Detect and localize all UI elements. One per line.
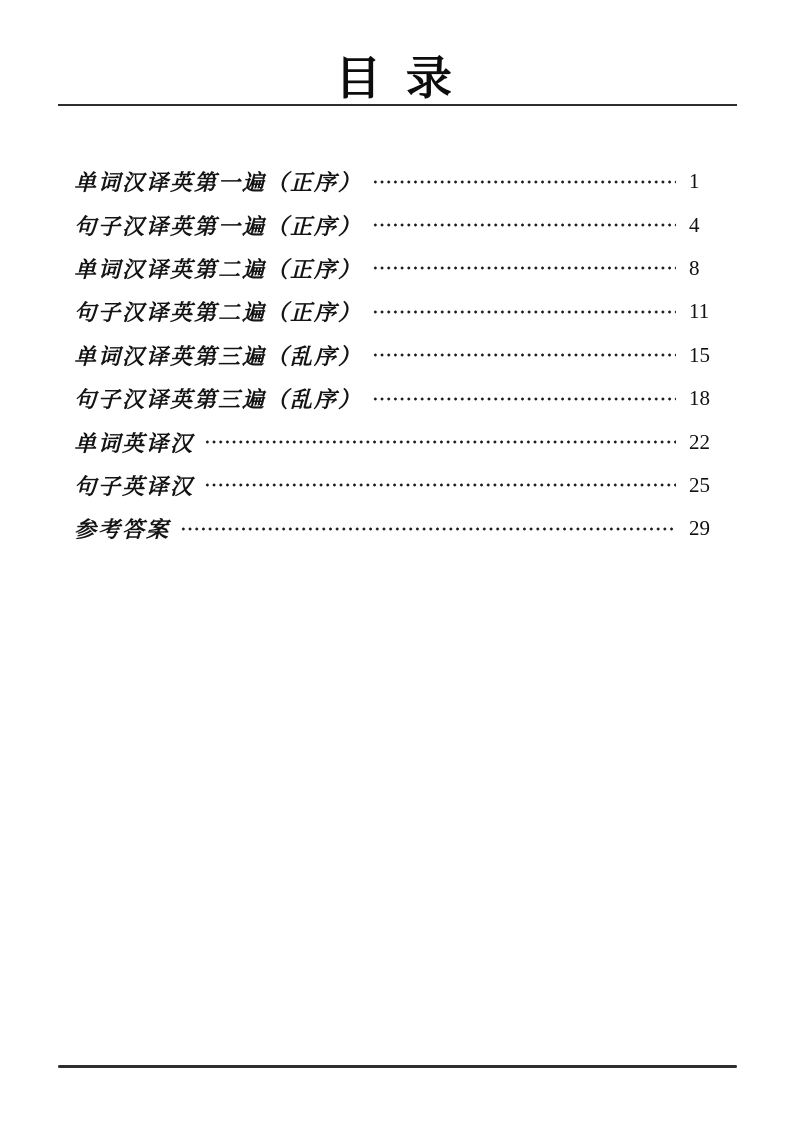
toc-entry-label: 单词汉译英第一遍（正序）: [74, 170, 363, 196]
toc-entry-page-number: 25: [689, 472, 710, 497]
dot-leader: [180, 526, 676, 532]
toc-entry-page-number: 18: [689, 386, 710, 411]
dot-leader: [372, 309, 676, 315]
toc-entry-label: 单词汉译英第三遍（乱序）: [74, 343, 363, 369]
toc-entry-label: 句子英译汉: [74, 473, 195, 499]
toc-entry: [74, 420, 716, 463]
footer-divider: [58, 1065, 737, 1068]
toc-entry-page-number: 11: [689, 299, 710, 324]
toc-entry: [74, 247, 716, 290]
dot-leader: [204, 482, 676, 488]
title-divider: [58, 104, 737, 106]
toc-entry-page-number: 29: [689, 516, 710, 541]
toc-entry: [74, 290, 716, 333]
page-title: 目 录: [335, 52, 458, 104]
toc-entry: [74, 160, 716, 203]
toc-entry: [74, 507, 716, 550]
toc-entry-label: 单词汉译英第二遍（正序）: [74, 256, 363, 282]
dot-leader: [372, 265, 676, 271]
toc-entry: [74, 203, 716, 246]
dot-leader: [204, 439, 676, 445]
toc-entry-page-number: 1: [689, 169, 700, 194]
toc-entry-label: 句子汉译英第二遍（正序）: [74, 300, 363, 326]
toc-entry-label: 参考答案: [74, 517, 171, 543]
toc-entry: [74, 464, 716, 507]
dot-leader: [372, 352, 676, 358]
toc-entry-page-number: 22: [689, 429, 710, 454]
toc-entry: [74, 377, 716, 420]
toc-entry-label: 单词英译汉: [74, 430, 195, 456]
dot-leader: [372, 396, 676, 402]
table-of-contents: [74, 160, 716, 551]
toc-entry-page-number: 15: [689, 342, 710, 367]
toc-entry-page-number: 8: [689, 255, 700, 280]
toc-entry-page-number: 4: [689, 212, 700, 237]
toc-entry-label: 句子汉译英第三遍（乱序）: [74, 387, 363, 413]
dot-leader: [372, 222, 676, 228]
toc-entry-label: 句子汉译英第一遍（正序）: [74, 213, 363, 239]
toc-entry: [74, 334, 716, 377]
dot-leader: [372, 179, 676, 185]
